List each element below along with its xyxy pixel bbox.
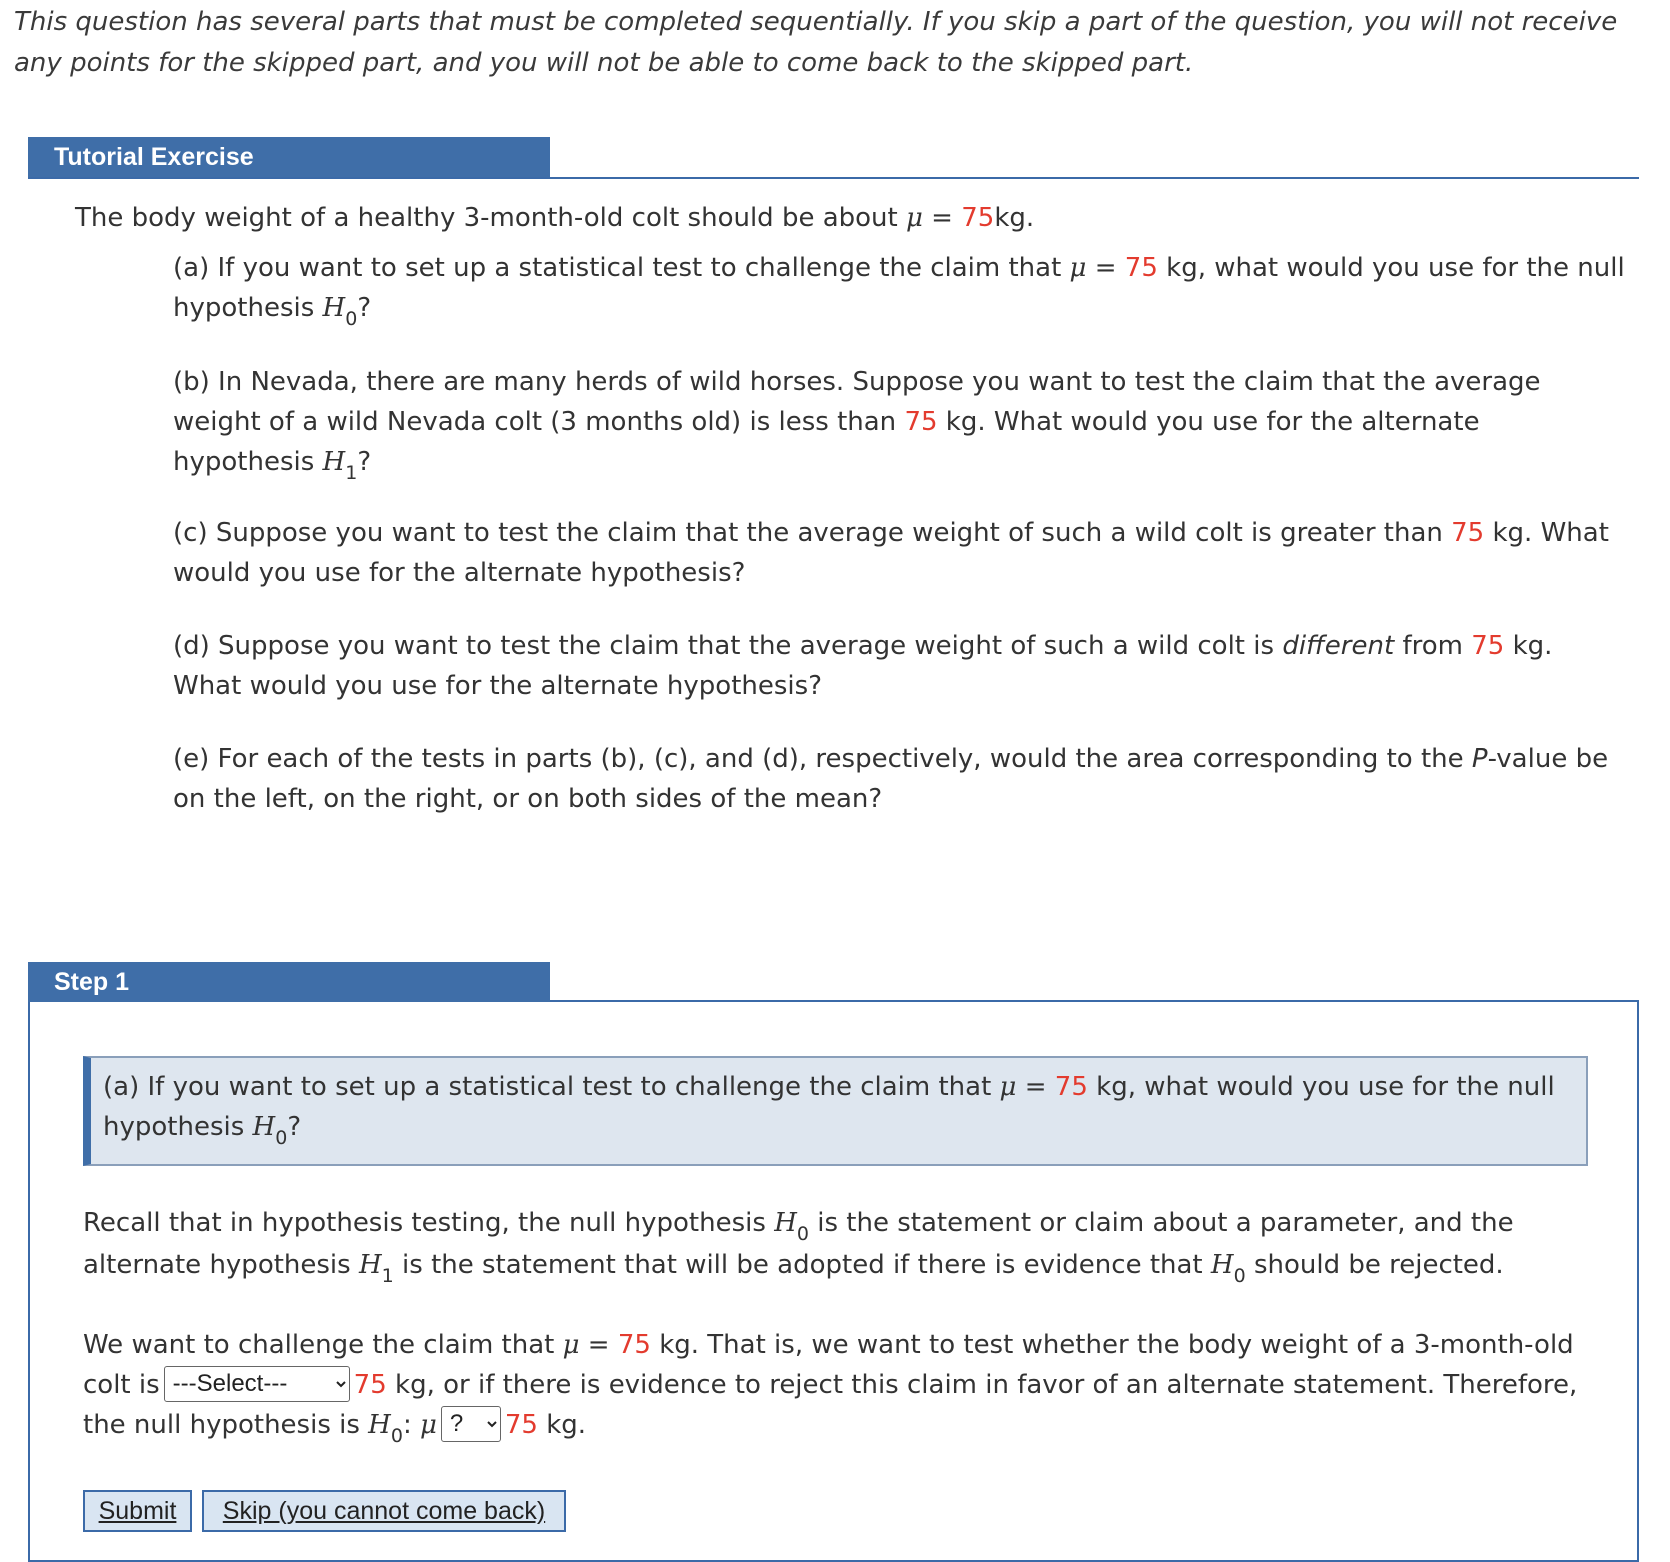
part-b-text: (b) In Nevada, there are many herds of wild horses. Suppose you want to test the claim that the average weight of a wild Nevada colt (3 months old) is less than 75 kg. What would you use for the alternate hypothesis $H_1$? bbox=[173, 367, 1541, 484]
tutorial-header-title: Tutorial Exercise bbox=[28, 137, 550, 177]
sequential-notice: This question has several parts that must be completed sequentially. If you skip a part of the question, you will not receive any points for the skipped part, and you will not be able to come back to the skipped part. bbox=[14, 7, 1618, 78]
part-a-text: (a) If you want to set up a statistical test to challenge the claim that μ = 75 kg, what would you use for the null hypothesis $H_0$? bbox=[173, 253, 1625, 330]
challenge-text: We want to challenge the claim that μ = 75 kg. That is, we want to test whether the body weight of a 3-month-old colt is ---Select--- 75 kg, or if there is evidence to reject this claim in favor of an alternate statement. Therefore, the null hypothesis is $H_0$: μ ? 75 kg. bbox=[83, 1325, 1603, 1447]
step1-question-text: (a) If you want to set up a statistical test to challenge the claim that μ = 75 kg, what would you use for the null hypothesis $H_0$? bbox=[103, 1072, 1555, 1149]
intro-text: The body weight of a healthy 3-month-old colt should be about μ = 75kg. bbox=[75, 203, 1035, 233]
part-d-text: (d) Suppose you want to test the claim that the average weight of such a wild colt is different from 75 kg. What would you use for the alternate hypothesis? bbox=[173, 631, 1553, 701]
part-c-text: (c) Suppose you want to test the claim that the average weight of such a wild colt is greater than 75 kg. What would you use for the alternate hypothesis? bbox=[173, 518, 1609, 588]
null-hypothesis-operator-select[interactable] bbox=[441, 1406, 501, 1442]
part-e-text: (e) For each of the tests in parts (b), (c), and (d), respectively, would the area corresponding to the P-value be on the left, on the right, or on both sides of the mean? bbox=[173, 744, 1609, 814]
step1-header-title: Step 1 bbox=[28, 962, 550, 1002]
recall-text: Recall that in hypothesis testing, the null hypothesis $H_0$ is the statement or claim about a parameter, and the alternate hypothesis $H_1$ is the statement that will be adopted if there is evidence that $H_0$ should be rejected. bbox=[83, 1208, 1514, 1287]
tutorial-header-bar bbox=[28, 137, 1639, 179]
step1-header-bar bbox=[28, 962, 1639, 1002]
comparison-select[interactable] bbox=[164, 1366, 350, 1402]
step1-header-rule bbox=[550, 1000, 1639, 1002]
submit-button[interactable]: Submit bbox=[83, 1490, 192, 1532]
skip-button[interactable]: Skip (you cannot come back) bbox=[202, 1490, 566, 1532]
